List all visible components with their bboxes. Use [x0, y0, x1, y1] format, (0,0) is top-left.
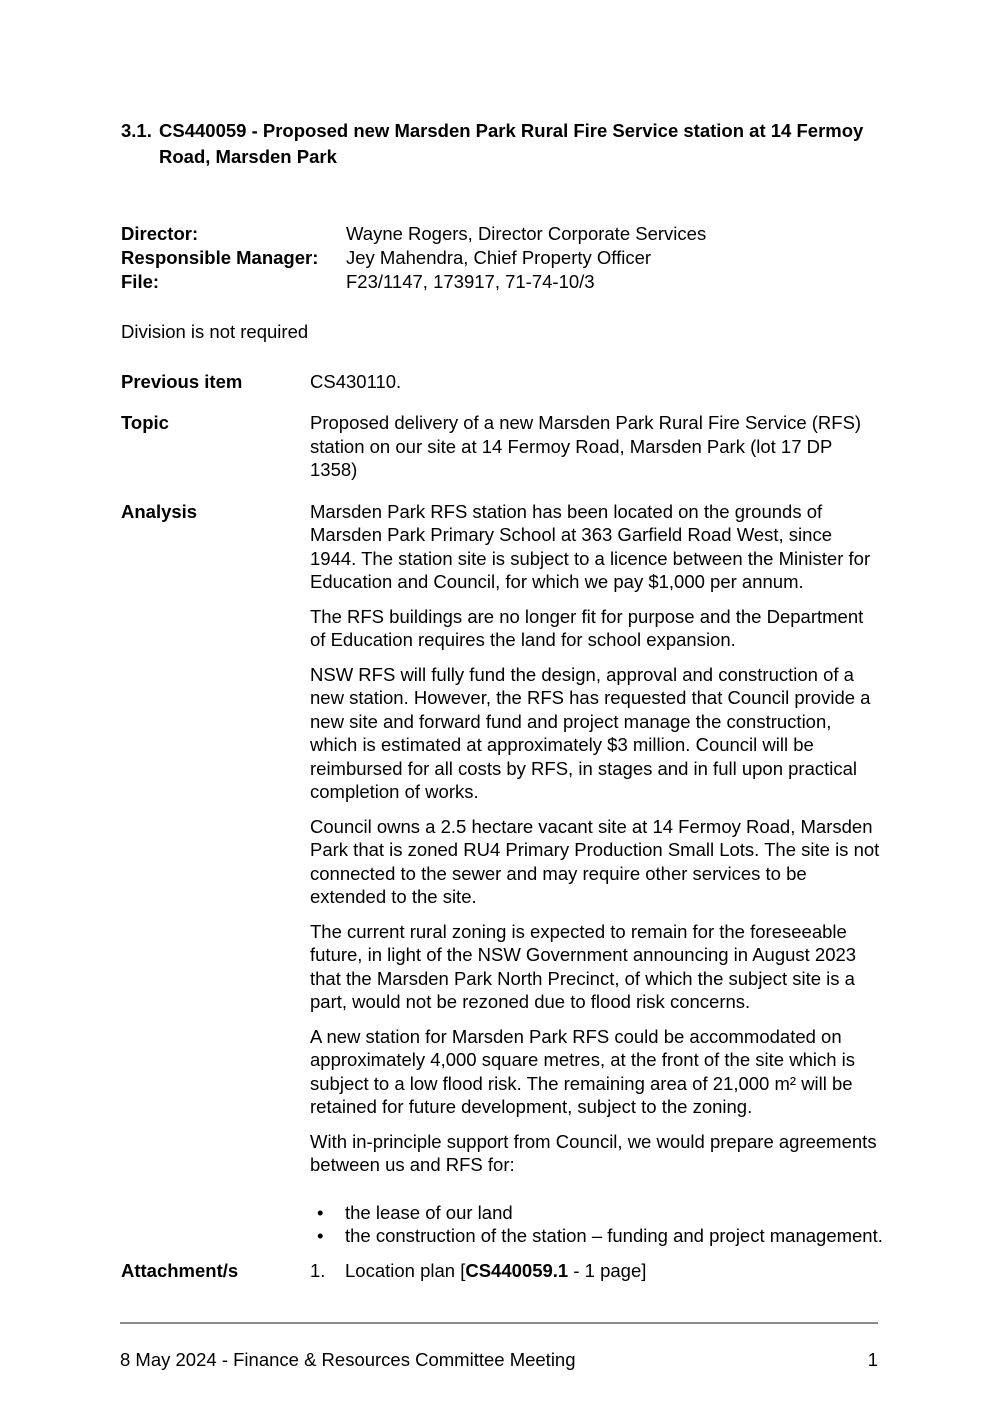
item-heading	[121, 118, 880, 170]
document-body	[121, 118, 883, 1282]
analysis-paragraph: A new station for Marsden Park RFS could be accommodated on approximately 4,000 square metres, at the front of the site which is subject to a low flood risk. The remaining area of 21,000 m² will be retained for future development, subject to the zoning.	[310, 1025, 856, 1117]
previous-item-row	[121, 370, 880, 394]
analysis-paragraph: The RFS buildings are no longer fit for purpose and the Department of Education requires the land for school expansion.	[310, 605, 864, 650]
analysis-paragraph: With in-principle support from Council, we would prepare agreements between us and RFS for:	[310, 1130, 877, 1175]
analysis-paragraph: The current rural zoning is expected to remain for the foreseeable future, in light of the NSW Government announcing in August 2023 that the Marsden Park North Precinct, of which the subject site is a part, would not be rezoned due to flood risk concerns.	[310, 920, 857, 1012]
footer-text-row	[120, 1348, 878, 1372]
division-note: Division is not required	[121, 321, 309, 342]
analysis-label: Analysis	[121, 500, 198, 522]
agreement-bullet-list	[310, 1201, 883, 1248]
analysis-paragraph: NSW RFS will fully fund the design, approval and construction of a new station. However, the RFS has requested that Council provide a new site and forward fund and project manage the construction, which is estimated at approximately $3 million. Council will be reimbursed for all costs by RFS, in stages and in full upon practical completion of works.	[310, 663, 871, 802]
item-title: CS440059 - Proposed new Marsden Park Rural Fire Service station at 14 Fermoy Road, Marsden Park	[159, 120, 864, 167]
analysis-row	[121, 500, 883, 1248]
attachment-item	[310, 1259, 880, 1283]
attachments-label: Attachment/s	[121, 1259, 239, 1281]
analysis-paragraph: Marsden Park RFS station has been located on the grounds of Marsden Park Primary School at 363 Garfield Road West, since 1944. The station site is subject to a licence between the Minister for Education and Council, for which we pay $1,000 per annum.	[310, 500, 871, 592]
director-row	[121, 222, 880, 246]
previous-item-label: Previous item	[121, 370, 243, 392]
attachment-description	[345, 1259, 646, 1283]
officer-details	[121, 222, 880, 294]
bullet-text: • the lease of our land	[345, 1201, 513, 1223]
list-item	[310, 1224, 883, 1248]
analysis-paragraph: Council owns a 2.5 hectare vacant site at 14 Fermoy Road, Marsden Park that is zoned RU4 Primary Production Small Lots. The site is not connected to the sewer and may require other services to be extended to the site.	[310, 815, 880, 907]
responsible-manager-value: Jey Mahendra, Chief Property Officer	[346, 247, 652, 268]
attachment-text-suffix: - 1 page]	[568, 1259, 647, 1281]
attachment-text-prefix: Location plan [	[345, 1259, 466, 1281]
list-item	[310, 1201, 880, 1225]
footer-divider	[120, 1322, 878, 1324]
attachment-code: CS440059.1	[465, 1259, 569, 1281]
topic-value: Proposed delivery of a new Marsden Park Rural Fire Service (RFS) station on our site at 14 Fermoy Road, Marsden Park (lot 17 DP 1358)	[310, 412, 862, 480]
file-row	[121, 270, 880, 294]
attachments-row	[121, 1259, 880, 1283]
responsible-manager-label: Responsible Manager:	[121, 247, 319, 268]
analysis-content	[310, 500, 883, 1248]
attachment-number: 1.	[310, 1259, 326, 1281]
item-number: 3.1.	[121, 120, 152, 141]
director-value: Wayne Rogers, Director Corporate Services	[346, 223, 707, 244]
responsible-manager-row	[121, 246, 880, 270]
bullet-text: • the construction of the station – funding and project management.	[345, 1225, 883, 1246]
footer-page-number: 1	[867, 1349, 878, 1370]
file-label: File:	[121, 271, 160, 292]
topic-row	[121, 411, 880, 482]
previous-item-value: CS430110.	[310, 370, 402, 392]
topic-label: Topic	[121, 412, 169, 433]
director-label: Director:	[121, 223, 199, 244]
page-footer	[120, 1322, 878, 1372]
footer-meeting-title: 8 May 2024 - Finance & Resources Committee Meeting	[120, 1349, 576, 1370]
file-value: F23/1147, 173917, 71-74-10/3	[346, 271, 595, 292]
